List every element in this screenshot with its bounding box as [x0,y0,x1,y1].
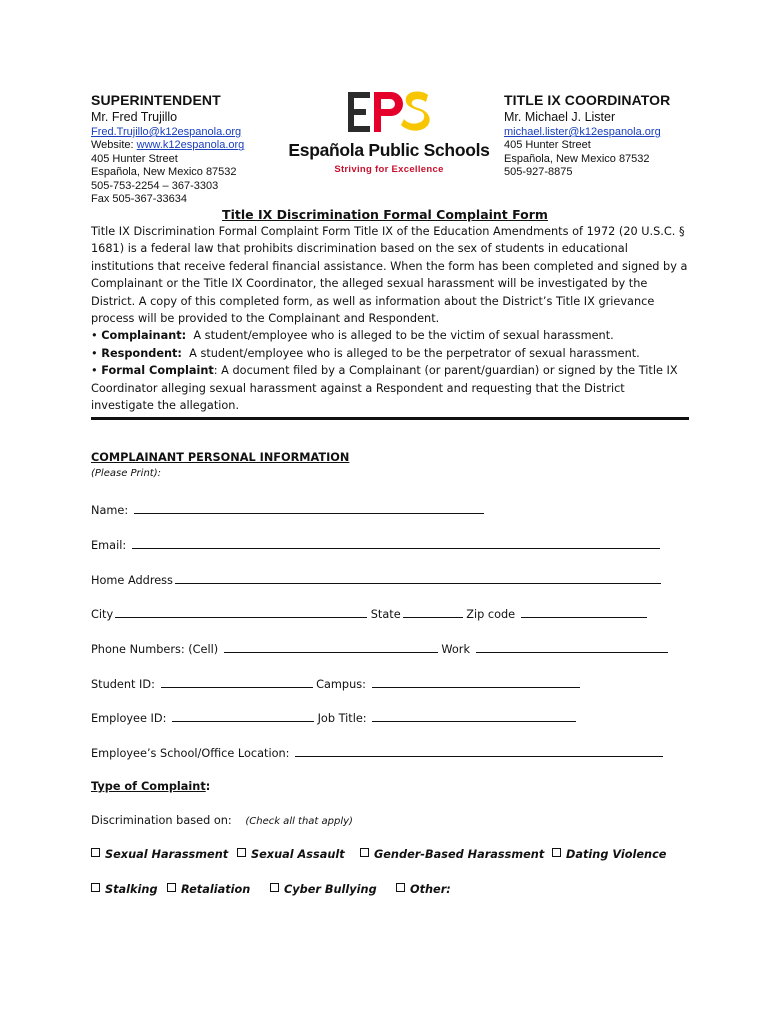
coordinator-heading: TITLE IX COORDINATOR [504,92,671,108]
campus-label: Campus: [316,678,366,691]
zip-field[interactable] [521,605,647,618]
personal-info-heading: COMPLAINANT PERSONAL INFORMATION [91,451,350,464]
superintendent-street: 405 Hunter Street [91,152,178,165]
checkbox-icon[interactable] [91,848,100,857]
superintendent-phone: 505-753-2254 – 367-3303 [91,179,219,192]
eps-logo-mark [348,88,432,134]
location-row [91,744,663,760]
cell-phone-label: Phone Numbers: (Cell) [91,643,219,656]
name-label: Name: [91,504,129,517]
complainant-term: Complainant: [101,329,187,343]
superintendent-name: Mr. Fred Trujillo [91,110,178,124]
print-hint: (Please Print): [91,468,161,479]
option-label: Gender-Based Harassment [374,848,545,861]
job-title-field[interactable] [372,709,576,722]
email-label: Email: [91,539,127,552]
definition-formal-complaint: • Formal Complaint: A document filed by a Complainant (or parent/guardian) or signed by the Title IX Coordinator alleging sexual harassment against a Respondent and requesting that the District investigate the allegation. [91,364,678,413]
definition-complainant: • Complainant: A student/employee who is alleged to be the victim of sexual harassment. [91,329,614,343]
website-link[interactable]: www.k12espanola.org [136,139,245,152]
form-title: Title IX Discrimination Formal Complaint Form [222,207,548,222]
coordinator-street: 405 Hunter Street [504,139,591,152]
option-label: Retaliation [181,883,251,896]
superintendent-fax: Fax 505-367-33634 [91,193,188,206]
superintendent-contact [91,92,244,206]
checkbox-icon[interactable] [237,848,246,857]
superintendent-heading: SUPERINTENDENT [91,92,221,108]
checkbox-icon[interactable] [552,848,561,857]
option-other[interactable] [396,883,451,896]
formal-complaint-term: Formal Complaint [101,364,214,378]
definition-respondent: • Respondent: A student/employee who is alleged to be the perpetrator of sexual harassment. [91,346,640,360]
option-sexual-assault[interactable] [237,848,345,861]
basis-row [91,814,353,827]
school-name: Española Public Schools [288,140,490,160]
option-label: Sexual Assault [251,848,345,861]
location-label: Employee’s School/Office Location: [91,747,290,760]
name-row [91,501,484,517]
work-phone-label: Work [441,643,470,656]
state-field[interactable] [403,605,463,618]
option-label: Dating Violence [566,848,667,861]
employee-row [91,709,576,725]
address-row [91,571,661,587]
student-id-label: Student ID: [91,678,155,691]
respondent-term: Respondent: [101,346,182,360]
respondent-text: A student/employee who is alleged to be the perpetrator of sexual harassment. [189,346,640,360]
superintendent-city: Española, New Mexico 87532 [91,166,237,179]
form-intro [91,223,691,414]
phone-row [91,640,668,656]
option-gender-based-harassment[interactable] [360,848,544,861]
option-sexual-harassment[interactable] [91,848,228,861]
work-phone-field[interactable] [476,640,668,653]
state-label: State [370,608,401,621]
checkbox-icon[interactable] [360,848,369,857]
coordinator-city: Española, New Mexico 87532 [504,152,650,165]
city-label: City [91,608,114,621]
address-label: Home Address [91,574,173,587]
location-field[interactable] [295,744,663,757]
type-of-complaint-colon: : [205,780,211,793]
basis-label: Discrimination based on: [91,814,232,827]
formal-complaint-text: : A document filed by a Complainant (or parent/guardian) or signed by the Title IX Coordinator alleging sexual harassment against a Respondent and requesting that the District investigate the allegation. [91,364,678,413]
email-field[interactable] [132,536,660,549]
job-title-label: Job Title: [317,712,367,725]
option-label: Stalking [105,883,158,896]
type-of-complaint-heading [91,780,210,793]
option-label: Cyber Bullying [284,883,377,896]
checkbox-icon[interactable] [167,883,176,892]
complainant-text: A student/employee who is alleged to be the victim of sexual harassment. [193,329,614,343]
eps-logo [282,88,496,180]
type-of-complaint-title: Type of Complaint [91,780,206,793]
checkbox-icon[interactable] [91,883,100,892]
option-cyber-bullying[interactable] [270,883,377,896]
employee-id-label: Employee ID: [91,712,167,725]
option-label: Sexual Harassment [105,848,229,861]
coordinator-email-link[interactable]: michael.lister@k12espanola.org [504,126,661,138]
apply-hint: (Check all that apply) [245,816,353,827]
zip-label: Zip code [466,608,516,621]
coordinator-name: Mr. Michael J. Lister [504,110,616,124]
cell-phone-field[interactable] [224,640,438,653]
coordinator-phone: 505-927-8875 [504,166,573,179]
city-row [91,605,647,621]
option-dating-violence[interactable] [552,848,666,861]
option-retaliation[interactable] [167,883,250,896]
checkbox-icon[interactable] [396,883,405,892]
student-row [91,675,580,691]
website-label: Website: [91,139,137,152]
school-tagline: Striving for Excellence [334,164,444,175]
email-row [91,536,660,552]
option-stalking[interactable] [91,883,158,896]
address-field[interactable] [175,571,661,584]
student-id-field[interactable] [161,675,313,688]
section-divider [91,417,689,420]
option-label: Other: [410,883,451,896]
intro-paragraph: Title IX Discrimination Formal Complaint Form Title IX of the Education Amendments of 1972 (20 U.S.C. § 1681) is a federal law that prohibits discrimination based on the sex of students in educational institutions that receive federal financial assistance. When the form has been completed and signed by a Complainant or the Title IX Coordinator, the alleged sexual harassment will be investigated by the District. A copy of this completed form, as well as information about the District’s Title IX grievance process will be provided to the Complainant and Respondent. [91,225,688,326]
city-field[interactable] [115,605,367,618]
employee-id-field[interactable] [172,709,314,722]
name-field[interactable] [134,501,484,514]
campus-field[interactable] [372,675,580,688]
checkbox-icon[interactable] [270,883,279,892]
superintendent-email-link[interactable]: Fred.Trujillo@k12espanola.org [91,126,242,138]
coordinator-contact [504,92,670,180]
